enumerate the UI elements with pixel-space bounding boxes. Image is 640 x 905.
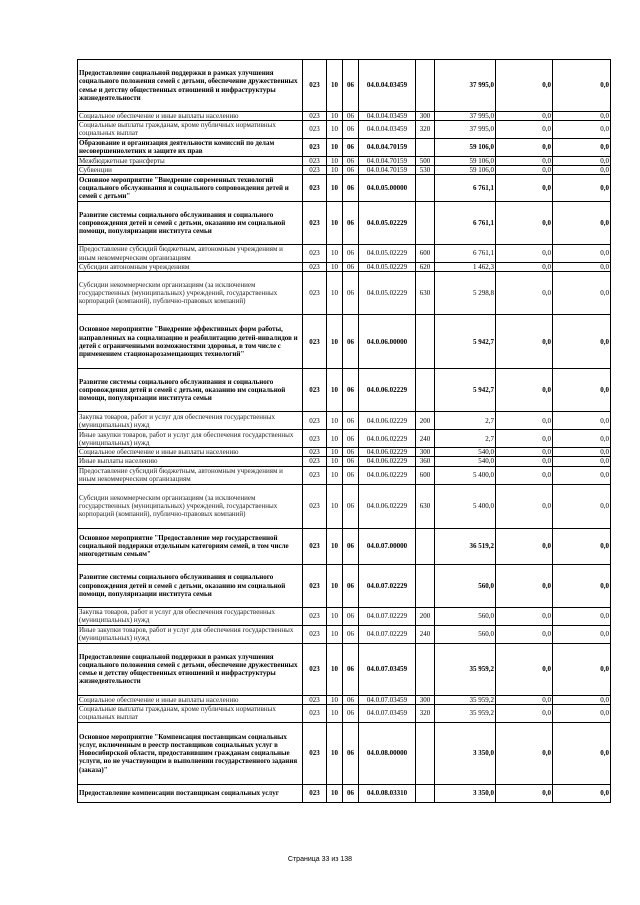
- expense-type-cell: 240: [416, 625, 435, 643]
- amount-year2-cell: 0,0: [496, 412, 553, 430]
- table-row: [78, 175, 611, 202]
- grbs-code-cell: 023: [303, 430, 327, 448]
- target-article-cell: 04.0.07.03459: [359, 704, 416, 722]
- table-row: [78, 528, 611, 564]
- grbs-code-cell: 023: [303, 138, 327, 156]
- row-name-cell: Развитие системы социального обслуживания и социального сопровождения детей и семей с детьми, оказанию им социальной помощи, популяризации института семьи: [78, 564, 303, 607]
- expense-type-cell: 300: [416, 112, 435, 121]
- row-name-cell: Предоставление социальной поддержки в рамках улучшения социального положения семей с детьми, обеспечение дружественных семье и детству общественных отношений и инфраструктуры жизнедеятельности: [78, 60, 303, 112]
- section-code-cell: 10: [327, 722, 343, 784]
- amount-year2-cell: 0,0: [496, 369, 553, 412]
- amount-year2-cell: 0,0: [496, 430, 553, 448]
- expense-type-cell: 600: [416, 466, 435, 484]
- target-article-cell: 04.0.06.02229: [359, 457, 416, 466]
- grbs-code-cell: 023: [303, 625, 327, 643]
- amount-year2-cell: 0,0: [496, 112, 553, 121]
- row-name-cell: Иные закупки товаров, работ и услуг для обеспечения государственных (муниципальных) нужд: [78, 430, 303, 448]
- grbs-code-cell: 023: [303, 156, 327, 165]
- row-name-cell: Закупка товаров, работ и услуг для обеспечения государственных (муниципальных) нужд: [78, 607, 303, 625]
- subsection-code-cell: 06: [343, 60, 359, 112]
- amount-year2-cell: 0,0: [496, 245, 553, 263]
- row-name-cell: Иные выплаты населению: [78, 457, 303, 466]
- section-code-cell: 10: [327, 245, 343, 263]
- amount-year1-cell: 59 106,0: [435, 165, 496, 174]
- page-number: Страница 33 из 138: [287, 856, 353, 863]
- row-name-cell: Межбюджетные трансферты: [78, 156, 303, 165]
- section-code-cell: 10: [327, 528, 343, 564]
- section-code-cell: 10: [327, 60, 343, 112]
- expense-type-cell: [416, 138, 435, 156]
- subsection-code-cell: 06: [343, 245, 359, 263]
- subsection-code-cell: 06: [343, 175, 359, 202]
- subsection-code-cell: 06: [343, 625, 359, 643]
- row-name-cell: Социальное обеспечение и иные выплаты населению: [78, 448, 303, 457]
- amount-year1-cell: 35 959,2: [435, 695, 496, 704]
- grbs-code-cell: 023: [303, 202, 327, 245]
- section-code-cell: 10: [327, 165, 343, 174]
- expense-type-cell: 630: [416, 272, 435, 315]
- subsection-code-cell: 06: [343, 466, 359, 484]
- row-name-cell: Социальные выплаты гражданам, кроме публичных нормативных социальных выплат: [78, 704, 303, 722]
- grbs-code-cell: 023: [303, 695, 327, 704]
- amount-year3-cell: 0,0: [553, 263, 611, 272]
- subsection-code-cell: 06: [343, 138, 359, 156]
- section-code-cell: 10: [327, 784, 343, 802]
- amount-year3-cell: 0,0: [553, 448, 611, 457]
- amount-year1-cell: 5 942,7: [435, 315, 496, 369]
- grbs-code-cell: 023: [303, 784, 327, 802]
- expense-type-cell: 200: [416, 412, 435, 430]
- amount-year2-cell: 0,0: [496, 156, 553, 165]
- amount-year1-cell: 5 942,7: [435, 369, 496, 412]
- amount-year2-cell: 0,0: [496, 722, 553, 784]
- section-code-cell: 10: [327, 643, 343, 695]
- target-article-cell: 04.0.07.00000: [359, 528, 416, 564]
- amount-year3-cell: 0,0: [553, 245, 611, 263]
- section-code-cell: 10: [327, 625, 343, 643]
- table-row: [78, 784, 611, 802]
- table-row: [78, 625, 611, 643]
- amount-year1-cell: 37 995,0: [435, 121, 496, 138]
- subsection-code-cell: 06: [343, 607, 359, 625]
- amount-year2-cell: 0,0: [496, 202, 553, 245]
- row-name-cell: Развитие системы социального обслуживания и социального сопровождения детей и семей с детьми, оказанию им социальной помощи, популяризации института семьи: [78, 369, 303, 412]
- amount-year2-cell: 0,0: [496, 263, 553, 272]
- table-row: [78, 430, 611, 448]
- target-article-cell: 04.0.07.02229: [359, 625, 416, 643]
- subsection-code-cell: 06: [343, 704, 359, 722]
- table-row: [78, 564, 611, 607]
- target-article-cell: 04.0.06.02229: [359, 412, 416, 430]
- table-row: [78, 121, 611, 138]
- row-name-cell: Основное мероприятие "Предоставление мер государственной социальной поддержки отдельным категориям семей, в том числе многодетным семьям": [78, 528, 303, 564]
- table-row: [78, 448, 611, 457]
- amount-year3-cell: 0,0: [553, 457, 611, 466]
- amount-year2-cell: 0,0: [496, 607, 553, 625]
- section-code-cell: 10: [327, 138, 343, 156]
- table-row: [78, 272, 611, 315]
- row-name-cell: Предоставление субсидий бюджетным, автономным учреждениям и иным некоммерческим организациям: [78, 245, 303, 263]
- row-name-cell: Основное мероприятие "Внедрение эффективных форм работы, направленных на социализацию и реабилитацию детей-инвалидов и детей с ограниченными возможностями здоровья, в том числе с применением стационарозамещающих технологий": [78, 315, 303, 369]
- amount-year2-cell: 0,0: [496, 60, 553, 112]
- table-row: [78, 369, 611, 412]
- expense-type-cell: 500: [416, 156, 435, 165]
- amount-year1-cell: 37 995,0: [435, 112, 496, 121]
- amount-year3-cell: 0,0: [553, 784, 611, 802]
- row-name-cell: Образование и организация деятельности комиссий по делам несовершеннолетних и защите их прав: [78, 138, 303, 156]
- row-name-cell: Социальные выплаты гражданам, кроме публичных нормативных социальных выплат: [78, 121, 303, 138]
- subsection-code-cell: 06: [343, 121, 359, 138]
- amount-year3-cell: 0,0: [553, 156, 611, 165]
- grbs-code-cell: 023: [303, 412, 327, 430]
- section-code-cell: 10: [327, 695, 343, 704]
- expense-type-cell: [416, 643, 435, 695]
- section-code-cell: 10: [327, 484, 343, 528]
- amount-year3-cell: 0,0: [553, 138, 611, 156]
- subsection-code-cell: 06: [343, 722, 359, 784]
- amount-year1-cell: 5 298,8: [435, 272, 496, 315]
- expense-type-cell: 240: [416, 430, 435, 448]
- expense-type-cell: [416, 315, 435, 369]
- target-article-cell: 04.0.04.03459: [359, 60, 416, 112]
- section-code-cell: 10: [327, 112, 343, 121]
- amount-year1-cell: 5 400,0: [435, 466, 496, 484]
- amount-year2-cell: 0,0: [496, 564, 553, 607]
- grbs-code-cell: 023: [303, 272, 327, 315]
- row-name-cell: Иные закупки товаров, работ и услуг для обеспечения государственных (муниципальных) нужд: [78, 625, 303, 643]
- table-row: [78, 484, 611, 528]
- table-row: [78, 245, 611, 263]
- subsection-code-cell: 06: [343, 272, 359, 315]
- section-code-cell: 10: [327, 466, 343, 484]
- section-code-cell: 10: [327, 448, 343, 457]
- row-name-cell: Закупка товаров, работ и услуг для обеспечения государственных (муниципальных) нужд: [78, 412, 303, 430]
- table-row: [78, 315, 611, 369]
- subsection-code-cell: 06: [343, 643, 359, 695]
- amount-year3-cell: 0,0: [553, 272, 611, 315]
- grbs-code-cell: 023: [303, 457, 327, 466]
- expense-type-cell: 200: [416, 607, 435, 625]
- target-article-cell: 04.0.05.02229: [359, 202, 416, 245]
- grbs-code-cell: 023: [303, 528, 327, 564]
- table-row: [78, 722, 611, 784]
- row-name-cell: Субсидии некоммерческим организациям (за исключением государственных (муниципальных) учреждений, государственных корпораций (компаний), публично-правовых компаний): [78, 484, 303, 528]
- amount-year2-cell: 0,0: [496, 704, 553, 722]
- budget-table-sheet: [77, 59, 610, 803]
- table-row: [78, 263, 611, 272]
- table-row: [78, 60, 611, 112]
- amount-year1-cell: 2,7: [435, 430, 496, 448]
- subsection-code-cell: 06: [343, 784, 359, 802]
- amount-year3-cell: 0,0: [553, 625, 611, 643]
- target-article-cell: 04.0.06.00000: [359, 315, 416, 369]
- amount-year3-cell: 0,0: [553, 412, 611, 430]
- amount-year2-cell: 0,0: [496, 448, 553, 457]
- amount-year3-cell: 0,0: [553, 430, 611, 448]
- grbs-code-cell: 023: [303, 175, 327, 202]
- grbs-code-cell: 023: [303, 722, 327, 784]
- row-name-cell: Социальное обеспечение и иные выплаты населению: [78, 112, 303, 121]
- grbs-code-cell: 023: [303, 484, 327, 528]
- budget-table: [77, 59, 611, 803]
- amount-year2-cell: 0,0: [496, 625, 553, 643]
- section-code-cell: 10: [327, 369, 343, 412]
- grbs-code-cell: 023: [303, 564, 327, 607]
- amount-year3-cell: 0,0: [553, 466, 611, 484]
- row-name-cell: Предоставление компенсации поставщикам социальных услуг: [78, 784, 303, 802]
- amount-year1-cell: 1 462,3: [435, 263, 496, 272]
- amount-year1-cell: 2,7: [435, 412, 496, 430]
- target-article-cell: 04.0.05.02229: [359, 272, 416, 315]
- amount-year1-cell: 560,0: [435, 564, 496, 607]
- expense-type-cell: 320: [416, 704, 435, 722]
- target-article-cell: 04.0.06.02229: [359, 466, 416, 484]
- amount-year3-cell: 0,0: [553, 202, 611, 245]
- row-name-cell: Предоставление субсидий бюджетным, автономным учреждениям и иным некоммерческим организациям: [78, 466, 303, 484]
- target-article-cell: 04.0.06.02229: [359, 448, 416, 457]
- amount-year3-cell: 0,0: [553, 484, 611, 528]
- target-article-cell: 04.0.08.00000: [359, 722, 416, 784]
- row-name-cell: Основное мероприятие "Внедрение современных технологий социального обслуживания и социального сопровождения детей и семей с детьми": [78, 175, 303, 202]
- subsection-code-cell: 06: [343, 430, 359, 448]
- grbs-code-cell: 023: [303, 704, 327, 722]
- expense-type-cell: 360: [416, 457, 435, 466]
- subsection-code-cell: 06: [343, 112, 359, 121]
- amount-year2-cell: 0,0: [496, 784, 553, 802]
- target-article-cell: 04.0.07.03459: [359, 643, 416, 695]
- amount-year2-cell: 0,0: [496, 272, 553, 315]
- grbs-code-cell: 023: [303, 263, 327, 272]
- expense-type-cell: 300: [416, 695, 435, 704]
- expense-type-cell: [416, 784, 435, 802]
- row-name-cell: Основное мероприятие "Компенсация поставщикам социальных услуг, включенным в реестр поставщиков социальных услуг в Новосибирской области, предоставившим гражданам социальные услуги, но не участвующим в выполнении государственного задания (заказа)": [78, 722, 303, 784]
- amount-year3-cell: 0,0: [553, 165, 611, 174]
- amount-year2-cell: 0,0: [496, 528, 553, 564]
- subsection-code-cell: 06: [343, 165, 359, 174]
- amount-year2-cell: 0,0: [496, 121, 553, 138]
- section-code-cell: 10: [327, 564, 343, 607]
- grbs-code-cell: 023: [303, 121, 327, 138]
- amount-year2-cell: 0,0: [496, 466, 553, 484]
- section-code-cell: 10: [327, 457, 343, 466]
- expense-type-cell: 320: [416, 121, 435, 138]
- expense-type-cell: 630: [416, 484, 435, 528]
- amount-year1-cell: 37 995,0: [435, 60, 496, 112]
- table-row: [78, 165, 611, 174]
- grbs-code-cell: 023: [303, 245, 327, 263]
- grbs-code-cell: 023: [303, 448, 327, 457]
- target-article-cell: 04.0.06.02229: [359, 484, 416, 528]
- target-article-cell: 04.0.07.02229: [359, 607, 416, 625]
- row-name-cell: Развитие системы социального обслуживания и социального сопровождения детей и семей с детьми, оказанию им социальной помощи, популяризации института семьи: [78, 202, 303, 245]
- target-article-cell: 04.0.05.00000: [359, 175, 416, 202]
- amount-year2-cell: 0,0: [496, 695, 553, 704]
- grbs-code-cell: 023: [303, 315, 327, 369]
- amount-year1-cell: 540,0: [435, 457, 496, 466]
- subsection-code-cell: 06: [343, 369, 359, 412]
- amount-year2-cell: 0,0: [496, 643, 553, 695]
- grbs-code-cell: 023: [303, 60, 327, 112]
- amount-year2-cell: 0,0: [496, 175, 553, 202]
- section-code-cell: 10: [327, 315, 343, 369]
- subsection-code-cell: 06: [343, 457, 359, 466]
- table-row: [78, 112, 611, 121]
- amount-year3-cell: 0,0: [553, 369, 611, 412]
- amount-year3-cell: 0,0: [553, 315, 611, 369]
- section-code-cell: 10: [327, 156, 343, 165]
- amount-year3-cell: 0,0: [553, 564, 611, 607]
- amount-year1-cell: 6 761,1: [435, 245, 496, 263]
- amount-year3-cell: 0,0: [553, 704, 611, 722]
- amount-year3-cell: 0,0: [553, 695, 611, 704]
- table-row: [78, 412, 611, 430]
- expense-type-cell: 600: [416, 245, 435, 263]
- amount-year3-cell: 0,0: [553, 722, 611, 784]
- expense-type-cell: [416, 175, 435, 202]
- target-article-cell: 04.0.07.02229: [359, 564, 416, 607]
- section-code-cell: 10: [327, 263, 343, 272]
- row-name-cell: Субсидии автономным учреждениям: [78, 263, 303, 272]
- grbs-code-cell: 023: [303, 112, 327, 121]
- subsection-code-cell: 06: [343, 564, 359, 607]
- amount-year1-cell: 59 106,0: [435, 156, 496, 165]
- expense-type-cell: [416, 564, 435, 607]
- subsection-code-cell: 06: [343, 484, 359, 528]
- amount-year2-cell: 0,0: [496, 315, 553, 369]
- table-row: [78, 704, 611, 722]
- target-article-cell: 04.0.04.70159: [359, 138, 416, 156]
- amount-year2-cell: 0,0: [496, 457, 553, 466]
- expense-type-cell: [416, 202, 435, 245]
- target-article-cell: 04.0.05.02229: [359, 263, 416, 272]
- grbs-code-cell: 023: [303, 369, 327, 412]
- amount-year3-cell: 0,0: [553, 112, 611, 121]
- expense-type-cell: 620: [416, 263, 435, 272]
- expense-type-cell: [416, 369, 435, 412]
- row-name-cell: Социальное обеспечение и иные выплаты населению: [78, 695, 303, 704]
- table-row: [78, 607, 611, 625]
- target-article-cell: 04.0.07.03459: [359, 695, 416, 704]
- amount-year3-cell: 0,0: [553, 60, 611, 112]
- amount-year1-cell: 3 350,0: [435, 722, 496, 784]
- subsection-code-cell: 06: [343, 695, 359, 704]
- expense-type-cell: 300: [416, 448, 435, 457]
- amount-year3-cell: 0,0: [553, 643, 611, 695]
- target-article-cell: 04.0.06.02229: [359, 430, 416, 448]
- row-name-cell: Субвенции: [78, 165, 303, 174]
- table-row: [78, 466, 611, 484]
- amount-year2-cell: 0,0: [496, 165, 553, 174]
- amount-year1-cell: 35 959,2: [435, 704, 496, 722]
- table-row: [78, 156, 611, 165]
- table-row: [78, 457, 611, 466]
- amount-year3-cell: 0,0: [553, 121, 611, 138]
- subsection-code-cell: 06: [343, 315, 359, 369]
- target-article-cell: 04.0.04.03459: [359, 112, 416, 121]
- amount-year1-cell: 6 761,1: [435, 202, 496, 245]
- amount-year1-cell: 540,0: [435, 448, 496, 457]
- amount-year3-cell: 0,0: [553, 528, 611, 564]
- amount-year3-cell: 0,0: [553, 175, 611, 202]
- subsection-code-cell: 06: [343, 202, 359, 245]
- amount-year1-cell: 6 761,1: [435, 175, 496, 202]
- subsection-code-cell: 06: [343, 448, 359, 457]
- table-row: [78, 202, 611, 245]
- target-article-cell: 04.0.08.03310: [359, 784, 416, 802]
- expense-type-cell: [416, 528, 435, 564]
- amount-year2-cell: 0,0: [496, 484, 553, 528]
- table-body: [78, 60, 611, 803]
- grbs-code-cell: 023: [303, 466, 327, 484]
- row-name-cell: Предоставление социальной поддержки в рамках улучшения социального положения семей с детьми, обеспечение дружественных семье и детству общественных отношений и инфраструктуры жизнедеятельности: [78, 643, 303, 695]
- amount-year1-cell: 5 400,0: [435, 484, 496, 528]
- subsection-code-cell: 06: [343, 263, 359, 272]
- amount-year1-cell: 59 106,0: [435, 138, 496, 156]
- target-article-cell: 04.0.04.70159: [359, 165, 416, 174]
- target-article-cell: 04.0.04.03459: [359, 121, 416, 138]
- amount-year1-cell: 36 519,2: [435, 528, 496, 564]
- section-code-cell: 10: [327, 272, 343, 315]
- section-code-cell: 10: [327, 607, 343, 625]
- expense-type-cell: 530: [416, 165, 435, 174]
- section-code-cell: 10: [327, 121, 343, 138]
- grbs-code-cell: 023: [303, 607, 327, 625]
- expense-type-cell: [416, 60, 435, 112]
- amount-year1-cell: 560,0: [435, 625, 496, 643]
- amount-year1-cell: 35 959,2: [435, 643, 496, 695]
- amount-year1-cell: 3 350,0: [435, 784, 496, 802]
- section-code-cell: 10: [327, 430, 343, 448]
- table-row: [78, 138, 611, 156]
- subsection-code-cell: 06: [343, 412, 359, 430]
- table-row: [78, 643, 611, 695]
- grbs-code-cell: 023: [303, 165, 327, 174]
- table-row: [78, 695, 611, 704]
- amount-year2-cell: 0,0: [496, 138, 553, 156]
- section-code-cell: 10: [327, 412, 343, 430]
- section-code-cell: 10: [327, 175, 343, 202]
- amount-year3-cell: 0,0: [553, 607, 611, 625]
- target-article-cell: 04.0.06.02229: [359, 369, 416, 412]
- subsection-code-cell: 06: [343, 156, 359, 165]
- grbs-code-cell: 023: [303, 643, 327, 695]
- target-article-cell: 04.0.04.70159: [359, 156, 416, 165]
- target-article-cell: 04.0.05.02229: [359, 245, 416, 263]
- section-code-cell: 10: [327, 202, 343, 245]
- row-name-cell: Субсидии некоммерческим организациям (за исключением государственных (муниципальных) учреждений, государственных корпораций (компаний), публично-правовых компаний): [78, 272, 303, 315]
- subsection-code-cell: 06: [343, 528, 359, 564]
- expense-type-cell: [416, 722, 435, 784]
- section-code-cell: 10: [327, 704, 343, 722]
- amount-year1-cell: 560,0: [435, 607, 496, 625]
